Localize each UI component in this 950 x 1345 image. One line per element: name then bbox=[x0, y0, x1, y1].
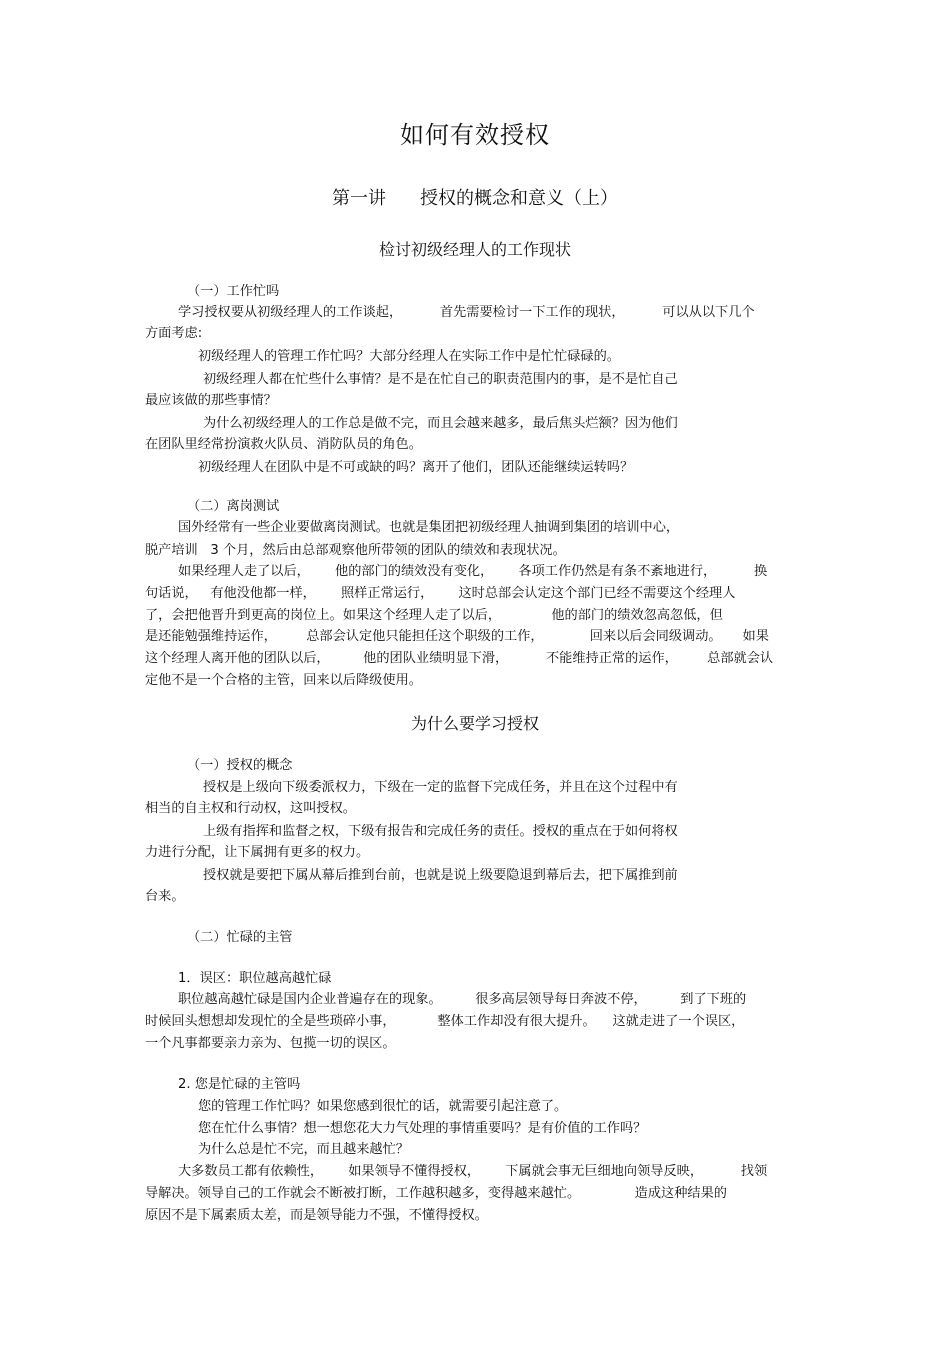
lecture-title: 授权的概念和意义（上） bbox=[420, 188, 618, 209]
lecture-number: 第一讲 bbox=[332, 188, 386, 209]
lecture-heading bbox=[0, 186, 950, 212]
paragraph-line: 台来。 bbox=[145, 889, 185, 904]
paragraph-line: 国外经常有一些企业要做离岗测试。也就是集团把初级经理人抽调到集团的培训中心， bbox=[178, 520, 680, 535]
subheading: （二）忙碌的主管 bbox=[187, 930, 293, 945]
paragraph-line: 大多数员工都有依赖性， 如果领导不懂得授权， 下属就会事无巨细地向领导反映， 找领 bbox=[178, 1164, 768, 1179]
paragraph-line: 时候回头想想却发现忙的全是些琐碎小事， 整体工作却没有很大提升。 这就走进了一个误区， bbox=[145, 1014, 745, 1029]
paragraph-line: 原因不是下属素质太差，而是领导能力不强，不懂得授权。 bbox=[145, 1208, 488, 1223]
paragraph-line: 导解决。领导自己的工作就会不断被打断，工作越积越多，变得越来越忙。 造成这种结果的 bbox=[145, 1186, 727, 1201]
paragraph-line: 为什么初级经理人的工作总是做不完，而且会越来越多，最后焦头烂额？因为他们 bbox=[203, 416, 678, 431]
paragraph-line: 了，会把他晋升到更高的岗位上。如果这个经理人走了以后， 他的部门的绩效忽高忽低，但 bbox=[145, 608, 723, 623]
paragraph-line: 您的管理工作忙吗？如果您感到很忙的话，就需要引起注意了。 bbox=[198, 1099, 568, 1114]
paragraph-line: 如果经理人走了以后， 他的部门的绩效没有变化， 各项工作仍然是有条不紊地进行， 换 bbox=[178, 564, 768, 579]
paragraph-line: 在团队里经常扮演救火队员、消防队员的角色。 bbox=[145, 437, 422, 452]
paragraph-line: 相当的自主权和行动权，这叫授权。 bbox=[145, 801, 356, 816]
paragraph-line: 脱产培训 3 个月，然后由总部观察他所带领的团队的绩效和表现状况。 bbox=[145, 543, 566, 558]
paragraph-line: 这个经理人离开他的团队以后， 他的团队业绩明显下滑， 不能维持正常的运作， 总部就会认 bbox=[145, 651, 774, 666]
paragraph-line: 初级经理人在团队中是不可或缺的吗？离开了他们，团队还能继续运转吗？ bbox=[198, 460, 634, 475]
subheading: 1．误区：职位越高越忙碌 bbox=[178, 971, 332, 986]
paragraph-line: 为什么总是忙不完，而且越来越忙？ bbox=[198, 1142, 409, 1157]
section-title-why-delegate: 为什么要学习授权 bbox=[410, 714, 539, 733]
subheading: （一）工作忙吗 bbox=[187, 284, 280, 299]
paragraph-line: 一个凡事都要亲力亲为、包揽一切的误区。 bbox=[145, 1036, 396, 1051]
paragraph-line: 是还能勉强维持运作， 总部会认定他只能担任这个职级的工作， 回来以后会同级调动。 如果 bbox=[145, 629, 769, 644]
paragraph-line: 句话说， 有他没他都一样， 照样正常运行， 这时总部会认定这个部门已经不需要这个经理人 bbox=[145, 586, 736, 601]
paragraph-line: 定他不是一个合格的主管，回来以后降级使用。 bbox=[145, 673, 422, 688]
paragraph-line: 职位越高越忙碌是国内企业普遍存在的现象。 很多高层领导每日奔波不停， 到了下班的 bbox=[178, 992, 747, 1007]
paragraph-line: 方面考虑: bbox=[145, 326, 203, 341]
subheading: （一）授权的概念 bbox=[187, 758, 293, 773]
paragraph-line: 最应该做的那些事情？ bbox=[145, 393, 277, 408]
document-title: 如何有效授权 bbox=[400, 121, 550, 149]
paragraph-line: 授权就是要把下属从幕后推到台前，也就是说上级要隐退到幕后去，把下属推到前 bbox=[203, 868, 678, 883]
paragraph-line: 您在忙什么事情？想一想您花大力气处理的事情重要吗？是有价值的工作吗？ bbox=[198, 1121, 647, 1136]
paragraph-line: 上级有指挥和监督之权，下级有报告和完成任务的责任。授权的重点在于如何将权 bbox=[203, 824, 678, 839]
paragraph-line: 初级经理人都在忙些什么事情？是不是在忙自己的职责范围内的事，是不是忙自己 bbox=[203, 372, 678, 387]
paragraph-line: 授权是上级向下级委派权力，下级在一定的监督下完成任务，并且在这个过程中有 bbox=[203, 780, 678, 795]
section-title-work-status: 检讨初级经理人的工作现状 bbox=[378, 240, 571, 259]
subheading: 2. 您是忙碌的主管吗 bbox=[178, 1077, 301, 1092]
paragraph-line: 力进行分配，让下属拥有更多的权力。 bbox=[145, 845, 370, 860]
paragraph-line: 初级经理人的管理工作忙吗？大部分经理人在实际工作中是忙忙碌碌的。 bbox=[198, 349, 620, 364]
subheading: （二）离岗测试 bbox=[187, 499, 280, 514]
paragraph-line: 学习授权要从初级经理人的工作谈起， 首先需要检讨一下工作的现状， 可以从以下几个 bbox=[178, 305, 755, 320]
